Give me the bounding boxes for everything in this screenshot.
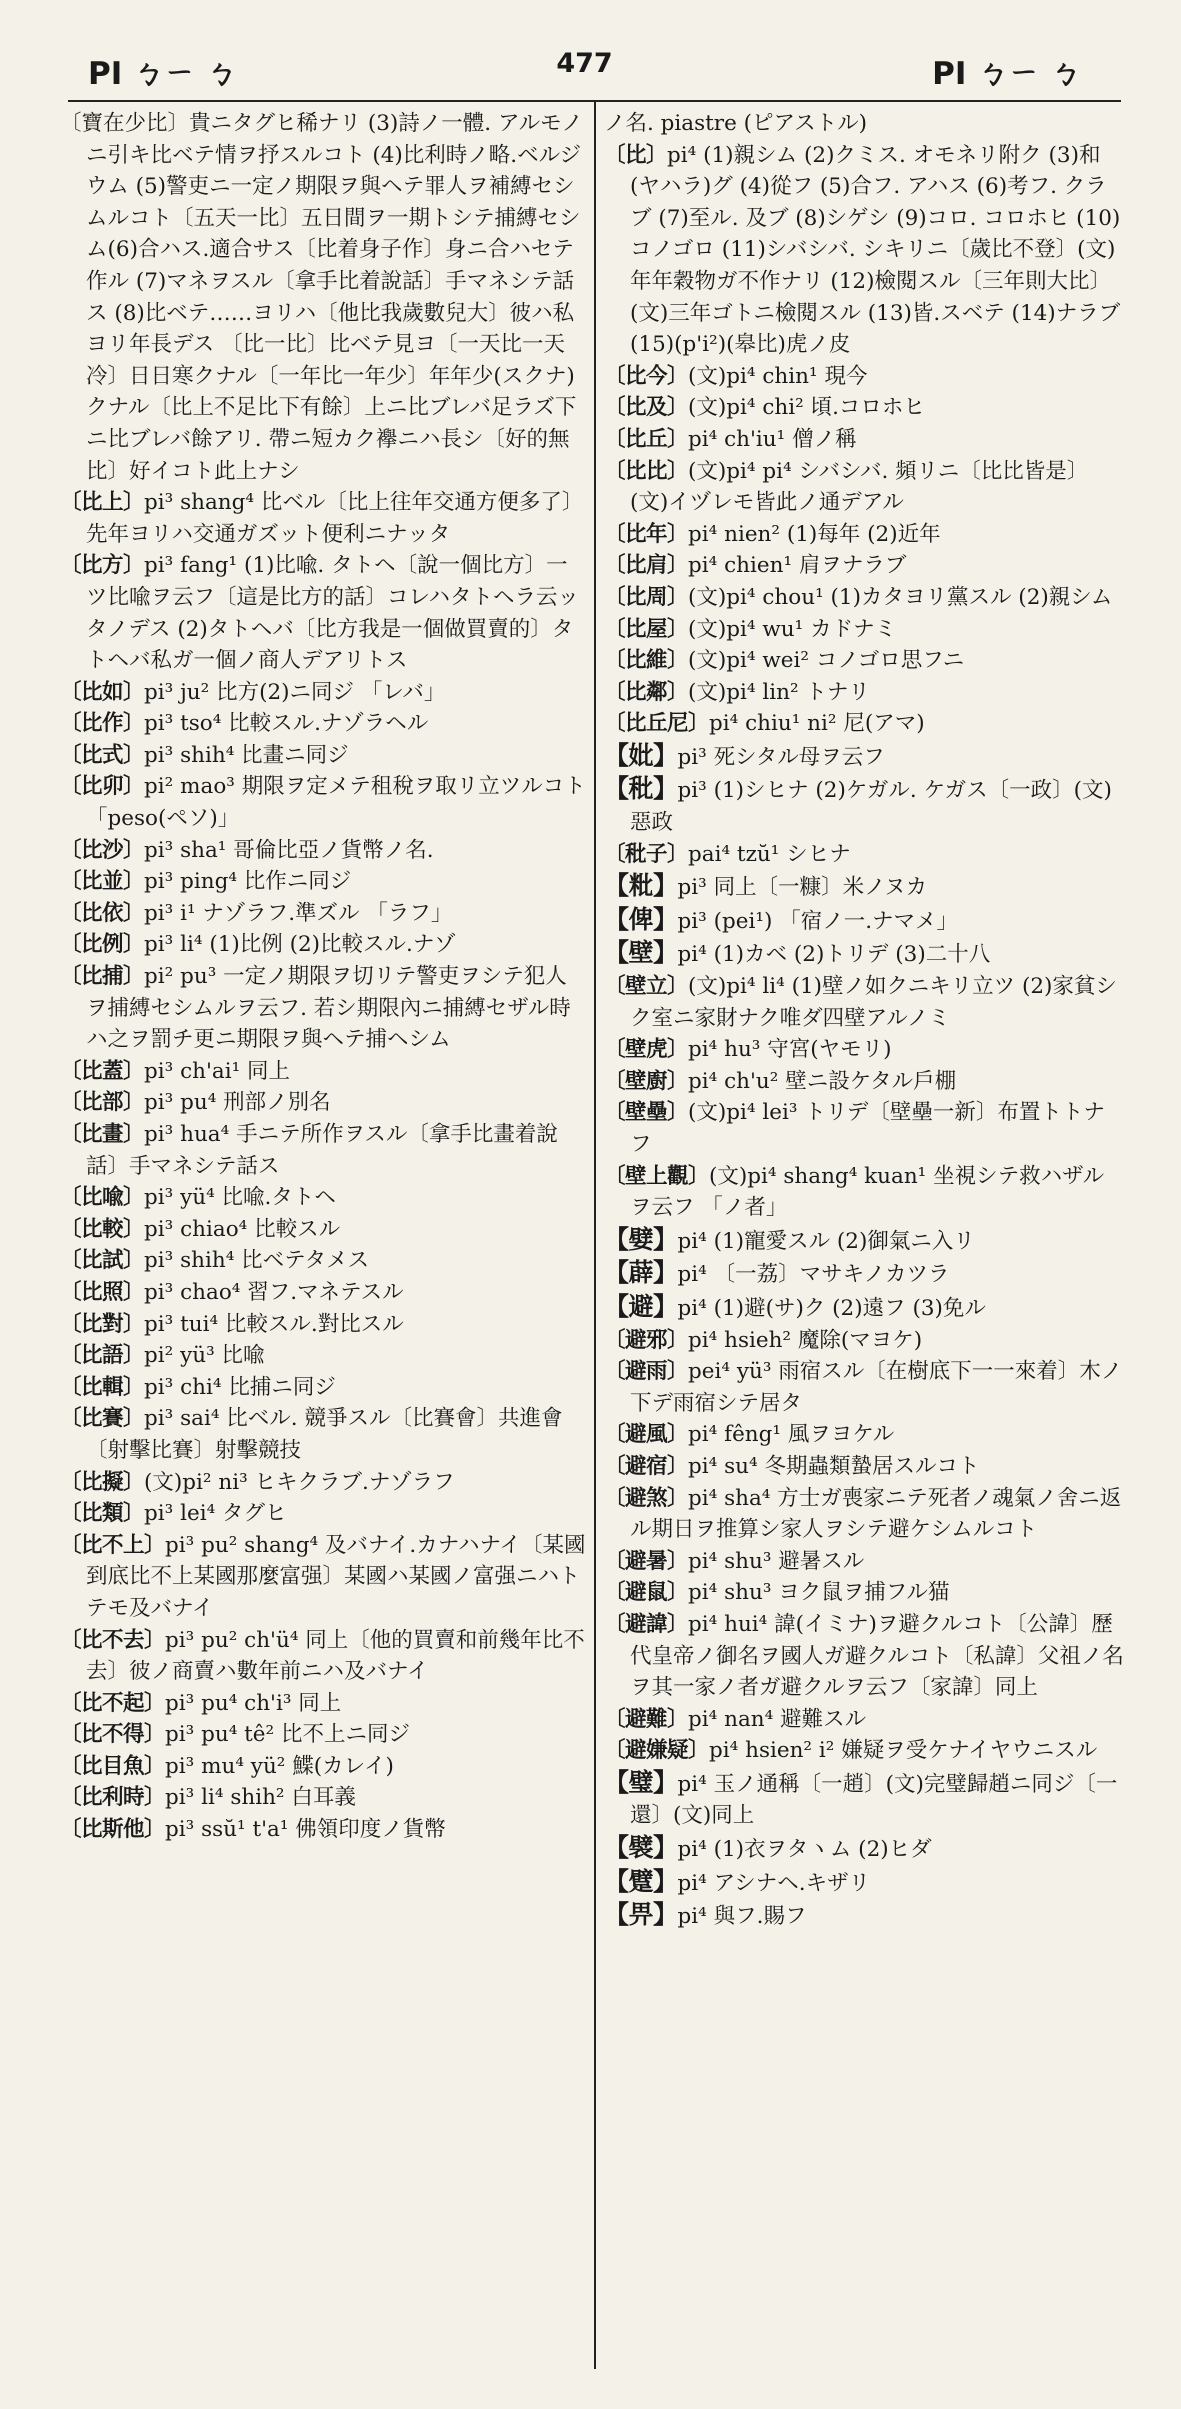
entry-headword: 〔避諱〕 (604, 1611, 689, 1637)
entry-headword: 〔比鄰〕 (604, 679, 689, 705)
dictionary-entry (604, 1161, 1124, 1224)
dictionary-entry (604, 1419, 1124, 1451)
dictionary-entry (604, 937, 1124, 971)
dictionary-entry (60, 1814, 588, 1846)
entry-definition: pi⁴ 與フ.賜フ (677, 1904, 807, 1930)
entry-headword: 〔比今〕 (604, 363, 689, 389)
entry-headword: 【壁】 (604, 938, 678, 968)
entry-headword: 〔比斯他〕 (60, 1817, 166, 1843)
dictionary-entry (604, 424, 1124, 456)
dictionary-entry (60, 1119, 588, 1182)
dictionary-entry (60, 866, 588, 898)
left-column (60, 108, 588, 2363)
entry-definition: (文)pi⁴ chi² 頃.コロホヒ (688, 395, 925, 421)
entry-definition: pi³ li⁴ shih² 白耳義 (165, 1785, 356, 1811)
entry-headword: 〔比照〕 (60, 1279, 145, 1305)
entry-definition: pi³ tso⁴ 比較スル.ナゾラヘル (144, 711, 429, 737)
entry-definition: pi⁴ shu³ ヨク鼠ヲ捕フル猫 (688, 1580, 950, 1606)
entry-definition: pi⁴ nan⁴ 避難スル (688, 1706, 867, 1732)
entry-definition: (文)pi⁴ lei³ トリデ〔壁壘一新〕布置トトナフ (630, 1100, 1105, 1157)
entry-definition: pi³ yü⁴ 比喩.タトヘ (144, 1185, 336, 1211)
entry-headword: 〔避難〕 (604, 1706, 689, 1732)
dictionary-entry (60, 1214, 588, 1246)
entry-definition: pi³ tui⁴ 比較スル.對比スル (144, 1311, 404, 1337)
dictionary-entry (604, 456, 1124, 519)
entry-definition: pi⁴ (1)カベ (2)トリデ (3)二十八 (677, 942, 991, 968)
dictionary-entry (604, 1546, 1124, 1578)
entry-definition: pi³ shang⁴ 比ベル〔比上往年交通方便多了〕先年ヨリハ交通ガズット便利ニナッタ (86, 490, 584, 547)
dictionary-entry (604, 550, 1124, 582)
entry-headword: 〔比年〕 (604, 521, 689, 547)
dictionary-entry (604, 1325, 1124, 1357)
entry-definition: (文)pi⁴ lin² トナリ (688, 679, 870, 705)
entry-definition: pi⁴ chiu¹ ni² 尼(アマ) (709, 711, 925, 737)
entry-definition: (文)pi⁴ chou¹ (1)カタヨリ黨スル (2)親シム (688, 584, 1113, 610)
entry-headword: 〔比試〕 (60, 1248, 145, 1274)
entry-definition: pi² mao³ 期限ヲ定メテ租稅ヲ取リ立ツルコト 「peso(ペソ)」 (86, 774, 586, 832)
entry-headword: 〔比沙〕 (60, 837, 145, 863)
dictionary-entry (604, 614, 1124, 646)
dictionary-entry (604, 1577, 1124, 1609)
entry-headword: 〔比不起〕 (60, 1690, 166, 1716)
entry-definition: ノ名. piastre (ピアストル) (604, 111, 868, 136)
entry-headword: 〔避宿〕 (604, 1453, 689, 1479)
dictionary-entry (60, 1625, 588, 1688)
entry-definition: pi⁴ ch'u² 壁ニ設ケタル戶棚 (688, 1068, 957, 1094)
entry-definition: pi² pu³ 一定ノ期限ヲ切リテ警吏ヲシテ犯人ヲ捕縛セシムルヲ云フ. 若シ期限內ニ捕縛セザル時ハ之ヲ罰チ更ニ期限ヲ與ヘテ捕ヘシム (86, 964, 571, 1053)
entry-headword: 〔壁上觀〕 (604, 1163, 710, 1189)
entry-headword: 〔比賽〕 (60, 1406, 145, 1432)
entry-headword: 〔避嫌疑〕 (604, 1738, 710, 1764)
entry-definition: (文)pi⁴ wei² コノゴロ思フニ (688, 648, 965, 674)
entry-headword: 〔比例〕 (60, 932, 145, 958)
dictionary-entry (604, 708, 1124, 740)
entry-definition: pei⁴ yü³ 雨宿スル〔在樹底下一一來着〕木ノ下デ雨宿シテ居タ (630, 1359, 1123, 1416)
entry-headword: 〔比不去〕 (60, 1627, 166, 1653)
dictionary-entry (60, 1372, 588, 1404)
entry-headword: 〔比式〕 (60, 742, 145, 768)
entry-definition: 〔寶在少比〕貴ニタグヒ稀ナリ (3)詩ノ一體. アルモノニ引キ比ベテ情ヲ抒スルコト (4)比利時ノ略.ベルジウム (5)警吏ニ一定ノ期限ヲ與ヘテ罪人ヲ補縛セシムルコト〔五天一比〕五日間ヲ一期トシテ捕縛セシム(6)合ハス.適合サス〔比着身子作〕身ニ合ハセテ作ル (7)マネヲスル〔拿手比着說話〕手マネシテ話ス (8)比ベテ……ヨリハ〔他比我歲數兒大〕彼ハ私ヨリ年長デス 〔比一比〕比ベテ見ヨ〔一天比一天冷〕日日寒クナル〔一年比一年少〕年年少(スクナ)クナル〔比上不足比下有餘〕上ニ比ブレバ足ラズ下ニ比ブレバ餘アリ. 帶ニ短カク襷ニハ長シ〔好的無比〕好イコト此上ナシ (60, 111, 583, 484)
dictionary-entry (60, 1498, 588, 1530)
entry-headword: 〔避煞〕 (604, 1485, 689, 1511)
dictionary-entry (604, 1866, 1124, 1900)
entry-definition: pi³ (1)シヒナ (2)ケガル. ケガス〔一政〕(文)惡政 (630, 778, 1112, 836)
entry-headword: 〔比不得〕 (60, 1722, 166, 1748)
entry-headword: 〔比輯〕 (60, 1374, 145, 1400)
entry-headword: 〔避雨〕 (604, 1359, 689, 1385)
entry-definition: pi⁴ hsieh² 魔除(マヨケ) (688, 1327, 923, 1353)
entry-definition: pi³ pu⁴ ch'i³ 同上 (165, 1690, 342, 1716)
entry-definition: pi³ pu² shang⁴ 及バナイ.カナハナイ〔某國到底比不上某國那麼富强〕某國ハ某國ノ富强ニハトテモ及バナイ (86, 1532, 586, 1621)
entry-definition: (文)pi⁴ pi⁴ シバシバ. 頻リニ〔比比皆是〕(文)イヅレモ皆此ノ通デアル (630, 458, 1089, 516)
right-column (604, 108, 1124, 2363)
dictionary-entry (604, 839, 1124, 871)
entry-headword: 〔比擬〕 (60, 1469, 145, 1495)
entry-headword: 【俾】 (604, 904, 678, 934)
entry-headword: 〔比維〕 (604, 648, 689, 674)
entry-headword: 〔比部〕 (60, 1090, 145, 1116)
entry-headword: 〔比丘尼〕 (604, 711, 710, 737)
entry-definition: pi⁴ shu³ 避暑スル (688, 1548, 865, 1574)
entry-headword: 〔比較〕 (60, 1216, 145, 1242)
entry-definition: pi⁴ (1)親シム (2)クミス. オモネリ附ク (3)和(ヤハラ)グ (4)從フ (5)合フ. アハス (6)考フ. クラブ (7)至ル. 及ブ (8)シゲシ (9)コロ. コロホヒ (10)コノゴロ (11)シバシバ. シキリニ〔歲比不登〕(文)年年穀物ガ不作ナリ (12)檢閱スル〔三年則大比〕(文)三年ゴトニ檢閱スル (13)皆.スベテ (14)ナラブ (15)(p'i²)(皋比)虎ノ皮 (630, 142, 1121, 358)
entry-definition: pi⁴ (1)寵愛スル (2)御氣ニ入リ (677, 1228, 975, 1254)
entry-headword: 〔比丘〕 (604, 426, 689, 452)
entry-definition: pi⁴ hui⁴ 諱(イミナ)ヲ避クルコト〔公諱〕歷代皇帝ノ御名ヲ國人ガ避クルコト〔私諱〕父祖ノ名ヲ其一家ノ者ガ避クルヲ云フ〔家諱〕同上 (630, 1611, 1124, 1701)
entry-headword: 【畀】 (604, 1900, 678, 1930)
dictionary-entry (60, 550, 588, 676)
entry-definition: (文)pi² ni³ ヒキクラブ.ナゾラフ (144, 1469, 455, 1495)
dictionary-entry (60, 1688, 588, 1720)
dictionary-entry (604, 773, 1124, 838)
entry-definition: pi⁴ 〔一荔〕マサキノカツラ (677, 1262, 950, 1288)
entry-headword: 〔比〕 (604, 142, 668, 168)
dictionary-entry (60, 1056, 588, 1088)
entry-definition: pi⁴ fêng¹ 風ヲヨケル (688, 1422, 895, 1448)
entry-definition: pi³ pu⁴ tê² 比不上ニ同ジ (165, 1722, 410, 1748)
entry-headword: 〔避風〕 (604, 1422, 689, 1448)
dictionary-entry (604, 140, 1124, 361)
entry-definition: pi³ chiao⁴ 比較スル (144, 1216, 341, 1242)
entry-headword: 〔比語〕 (60, 1343, 145, 1369)
entry-headword: 〔比對〕 (60, 1311, 145, 1337)
entry-definition: pi² yü³ 比喩 (144, 1343, 265, 1369)
entry-headword: 〔比類〕 (60, 1501, 145, 1527)
dictionary-entry (604, 645, 1124, 677)
entry-headword: 〔避邪〕 (604, 1327, 689, 1353)
dictionary-entry (604, 108, 1124, 140)
entry-definition: pi³ hua⁴ 手ニテ所作ヲスル〔拿手比畫着說話〕手マネシテ話ス (86, 1122, 558, 1179)
entry-headword: 〔比利時〕 (60, 1785, 166, 1811)
dictionary-entry (60, 677, 588, 709)
entry-definition: pi⁴ hsien² i² 嫌疑ヲ受ケナイヤウニスル (709, 1738, 1098, 1764)
entry-headword: 〔壁壘〕 (604, 1100, 689, 1126)
entry-definition: (文)pi⁴ li⁴ (1)壁ノ如クニキリ立ツ (2)家貧シク室ニ家財ナク唯ダ四壁アルノミ (630, 974, 1117, 1031)
entry-headword: 〔壁虎〕 (604, 1037, 689, 1063)
entry-headword: 〔比肩〕 (604, 553, 689, 579)
entry-headword: 【薜】 (604, 1258, 678, 1288)
dictionary-entry (604, 1034, 1124, 1066)
entry-headword: 【妣】 (604, 740, 678, 770)
entry-definition: pi³ sai⁴ 比ベル. 競爭スル〔比賽會〕共進會〔射擊比賽〕射擊競技 (86, 1406, 563, 1463)
entry-headword: 〔比喩〕 (60, 1185, 145, 1211)
entry-headword: 〔比依〕 (60, 900, 145, 926)
entry-definition: (文)pi⁴ wu¹ カドナミ (688, 616, 897, 642)
dictionary-entry (60, 487, 588, 550)
entry-definition: pi³ shih⁴ 比畫ニ同ジ (144, 742, 349, 768)
header-left: PI ㄅㄧ ㄅ (88, 56, 237, 92)
dictionary-entry (60, 1182, 588, 1214)
entry-headword: 〔避鼠〕 (604, 1580, 689, 1606)
dictionary-entry (60, 771, 588, 834)
entry-definition: pi³ (pei¹) 「宿ノ一.ナマメ」 (677, 908, 959, 934)
entry-definition: pi⁴ chien¹ 肩ヲナラブ (688, 553, 907, 579)
entry-definition: pi³ lei⁴ タグヒ (144, 1501, 287, 1527)
entry-definition: pi⁴ su⁴ 冬期蟲類蟄居スルコト (688, 1453, 980, 1479)
entry-headword: 【璧】 (604, 1767, 678, 1797)
dictionary-entry (60, 740, 588, 772)
entry-definition: pi⁴ (1)衣ヲタヽム (2)ヒダ (677, 1837, 932, 1863)
dictionary-entry (604, 361, 1124, 393)
dictionary-entry (604, 1257, 1124, 1291)
entry-headword: 〔比比〕 (604, 458, 689, 484)
entry-headword: 〔比周〕 (604, 584, 689, 610)
dictionary-entry (60, 108, 588, 487)
dictionary-entry (60, 1340, 588, 1372)
header-right: PI ㄅㄧ ㄅ (932, 56, 1081, 92)
entry-definition: pi⁴ hu³ 守宮(ヤモリ) (688, 1037, 892, 1063)
entry-definition: pi⁴ ch'iu¹ 僧ノ稱 (688, 426, 857, 452)
dictionary-entry (604, 740, 1124, 774)
dictionary-entry (604, 904, 1124, 938)
dictionary-entry (604, 1291, 1124, 1325)
dictionary-entry (604, 392, 1124, 424)
dictionary-entry (60, 1403, 588, 1466)
entry-headword: 〔比畫〕 (60, 1122, 145, 1147)
dictionary-entry (604, 1704, 1124, 1736)
entry-headword: 【嬖】 (604, 1224, 678, 1254)
entry-headword: 【躄】 (604, 1866, 678, 1896)
entry-definition: pi³ chi⁴ 比捕ニ同ジ (144, 1374, 336, 1400)
entry-headword: 〔比如〕 (60, 679, 145, 705)
entry-definition: pi³ ping⁴ 比作ニ同ジ (144, 869, 352, 895)
entry-headword: 〔比捕〕 (60, 964, 145, 990)
dictionary-entry (60, 1309, 588, 1341)
dictionary-entry (604, 971, 1124, 1034)
dictionary-entry (60, 898, 588, 930)
dictionary-entry (604, 1066, 1124, 1098)
page-number: 477 (556, 48, 613, 79)
dictionary-entry (604, 1224, 1124, 1258)
entry-headword: 【粃】 (604, 871, 678, 901)
entry-definition: pi³ 同上〔一糠〕米ノヌカ (677, 875, 928, 901)
page-header (88, 48, 1081, 100)
entry-headword: 〔比方〕 (60, 553, 145, 579)
entry-headword: 〔壁廚〕 (604, 1068, 689, 1094)
entry-headword: 〔秕子〕 (604, 841, 689, 867)
entry-definition: pi³ sha¹ 哥倫比亞ノ貨幣ノ名. (144, 837, 434, 863)
dictionary-entry (60, 1530, 588, 1625)
entry-definition: pai⁴ tzŭ¹ シヒナ (688, 841, 851, 867)
entry-definition: pi⁴ アシナヘ.キザリ (677, 1870, 871, 1896)
dictionary-entry (604, 1832, 1124, 1866)
entry-headword: 〔壁立〕 (604, 974, 689, 1000)
entry-definition: pi³ shih⁴ 比ベテタメス (144, 1248, 370, 1274)
dictionary-entry (60, 1751, 588, 1783)
dictionary-entry (60, 835, 588, 867)
dictionary-entry (60, 1719, 588, 1751)
entry-headword: 〔比上〕 (60, 490, 145, 516)
entry-definition: pi³ pu² ch'ü⁴ 同上〔他的買賣和前幾年比不去〕彼ノ商賣ハ數年前ニハ及バナイ (86, 1627, 585, 1685)
dictionary-entry (60, 1245, 588, 1277)
entry-definition: pi⁴ nien² (1)每年 (2)近年 (688, 521, 941, 547)
dictionary-entry (604, 1735, 1124, 1767)
dictionary-entry (604, 519, 1124, 551)
entry-headword: 〔比作〕 (60, 711, 145, 737)
dictionary-entry (604, 1451, 1124, 1483)
dictionary-entry (604, 1097, 1124, 1160)
entry-headword: 〔比蓋〕 (60, 1058, 145, 1084)
dictionary-entry (604, 1609, 1124, 1704)
entry-headword: 〔比目魚〕 (60, 1753, 166, 1779)
entry-definition: pi⁴ sha⁴ 方士ガ喪家ニテ死者ノ魂氣ノ舍ニ返ル期日ヲ推算シ家人ヲシテ避ケシムルコト (630, 1485, 1122, 1543)
entry-headword: 〔比卯〕 (60, 774, 145, 800)
entry-headword: 【避】 (604, 1291, 678, 1321)
dictionary-entry (604, 870, 1124, 904)
dictionary-entry (604, 1899, 1124, 1933)
dictionary-entry (60, 929, 588, 961)
dictionary-entry (60, 1782, 588, 1814)
entry-headword: 〔比並〕 (60, 869, 145, 895)
entry-definition: pi³ i¹ ナゾラフ.準ズル 「ラフ」 (144, 900, 453, 926)
entry-headword: 〔比屋〕 (604, 616, 689, 642)
dictionary-entry (60, 1087, 588, 1119)
entry-headword: 〔比及〕 (604, 395, 689, 421)
entry-headword: 【襞】 (604, 1833, 678, 1863)
entry-headword: 【秕】 (604, 774, 678, 804)
dictionary-entry (60, 961, 588, 1056)
dictionary-entry (604, 1483, 1124, 1546)
entry-definition: pi³ fang¹ (1)比喩. タトヘ〔說一個比方〕一ツ比喩ヲ云フ〔這是比方的話〕コレハタトヘラ云ッタノデス (2)タトヘバ〔比方我是一個做買賣的〕タトヘバ私ガ一個ノ商人デアリトス (86, 553, 579, 674)
entry-definition: pi⁴ (1)避(サ)ク (2)遠フ (3)免ル (677, 1295, 986, 1321)
entry-definition: (文)pi⁴ shang⁴ kuan¹ 坐視シテ救ハザルヲ云フ 「ノ者」 (630, 1163, 1105, 1221)
entry-definition: pi⁴ 玉ノ通稱〔一趙〕(文)完璧歸趙ニ同ジ〔一還〕(文)同上 (630, 1771, 1118, 1829)
dictionary-entry (604, 677, 1124, 709)
dictionary-entry (604, 1767, 1124, 1832)
entry-definition: pi³ ssŭ¹ t'a¹ 佛領印度ノ貨幣 (165, 1817, 446, 1843)
entry-definition: pi³ mu⁴ yü² 鰈(カレイ) (165, 1753, 394, 1779)
entry-headword: 〔比不上〕 (60, 1532, 166, 1558)
column-divider (594, 100, 596, 2369)
dictionary-entry (604, 1356, 1124, 1419)
entry-definition: pi³ chao⁴ 習フ.マネテスル (144, 1279, 404, 1305)
entry-definition: pi³ ju² 比方(2)ニ同ジ 「レバ」 (144, 679, 446, 705)
entry-definition: pi³ ch'ai¹ 同上 (144, 1058, 291, 1084)
entry-headword: 〔避暑〕 (604, 1548, 689, 1574)
entry-definition: pi³ pu⁴ 刑部ノ別名 (144, 1090, 331, 1116)
dictionary-entry (60, 708, 588, 740)
dictionary-entry (60, 1467, 588, 1499)
entry-definition: (文)pi⁴ chin¹ 現今 (688, 363, 868, 389)
dictionary-entry (604, 582, 1124, 614)
dictionary-entry (60, 1277, 588, 1309)
entry-definition: pi³ li⁴ (1)比例 (2)比較スル.ナゾ (144, 932, 456, 958)
entry-definition: pi³ 死シタル母ヲ云フ (677, 744, 885, 770)
